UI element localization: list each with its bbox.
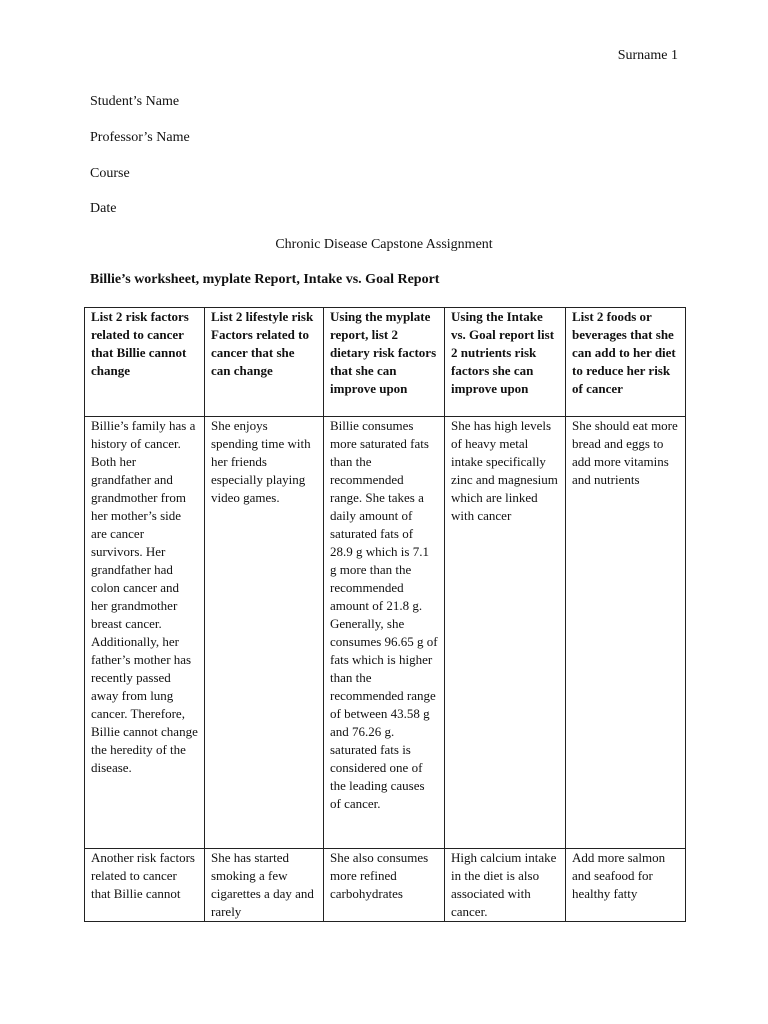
table-cell: She has started smoking a few cigarettes a day and rarely [205, 849, 324, 922]
professor-name: Professor’s Name [90, 130, 190, 145]
table-cell: High calcium intake in the diet is also associated with cancer. [445, 849, 566, 922]
date: Date [90, 201, 117, 216]
table-header-cell: Using the Intake vs. Goal report list 2 nutrients risk factors she can improve upon [445, 308, 566, 417]
table-cell: Add more salmon and seafood for healthy fatty [566, 849, 686, 922]
course: Course [90, 166, 130, 181]
table-header-cell: Using the myplate report, list 2 dietary risk factors that she can improve upon [324, 308, 445, 417]
worksheet-table [84, 307, 686, 922]
table-header-row [85, 308, 686, 417]
student-name: Student’s Name [90, 94, 180, 109]
table-cell: Another risk factors related to cancer that Billie cannot [85, 849, 205, 922]
table-row [85, 417, 686, 849]
table-cell: She has high levels of heavy metal intake specifically zinc and magnesium which are linked with cancer [445, 417, 566, 849]
table-cell: She enjoys spending time with her friends especially playing video games. [205, 417, 324, 849]
table-cell: Billie consumes more saturated fats than the recommended range. She takes a daily amount of saturated fats of 28.9 g which is 7.1 g more than the recommended amount of 21.8 g. Generally, she consumes 96.65 g of fats which is higher than the recommended range of between 43.58 g and 76.26 g. saturated fats is considered one of the leading causes of cancer. [324, 417, 445, 849]
table-header-cell: List 2 lifestyle risk Factors related to cancer that she can change [205, 308, 324, 417]
table-header-cell: List 2 foods or beverages that she can add to her diet to reduce her risk of cancer [566, 308, 686, 417]
document-title: Chronic Disease Capstone Assignment [275, 237, 493, 252]
page-header-surname: Surname 1 [617, 48, 678, 63]
table-row [85, 849, 686, 922]
table-cell: She should eat more bread and eggs to add more vitamins and nutrients [566, 417, 686, 849]
table-cell: She also consumes more refined carbohydrates [324, 849, 445, 922]
table-cell: Billie’s family has a history of cancer. Both her grandfather and grandmother from her mother’s side are cancer survivors. Her grandfather had colon cancer and her grandmother breast cancer. Additionally, her father’s mother has recently passed away from lung cancer. Therefore, Billie cannot change the heredity of the disease. [85, 417, 205, 849]
document-subtitle: Billie’s worksheet, myplate Report, Intake vs. Goal Report [90, 272, 440, 287]
table-header-cell: List 2 risk factors related to cancer that Billie cannot change [85, 308, 205, 417]
